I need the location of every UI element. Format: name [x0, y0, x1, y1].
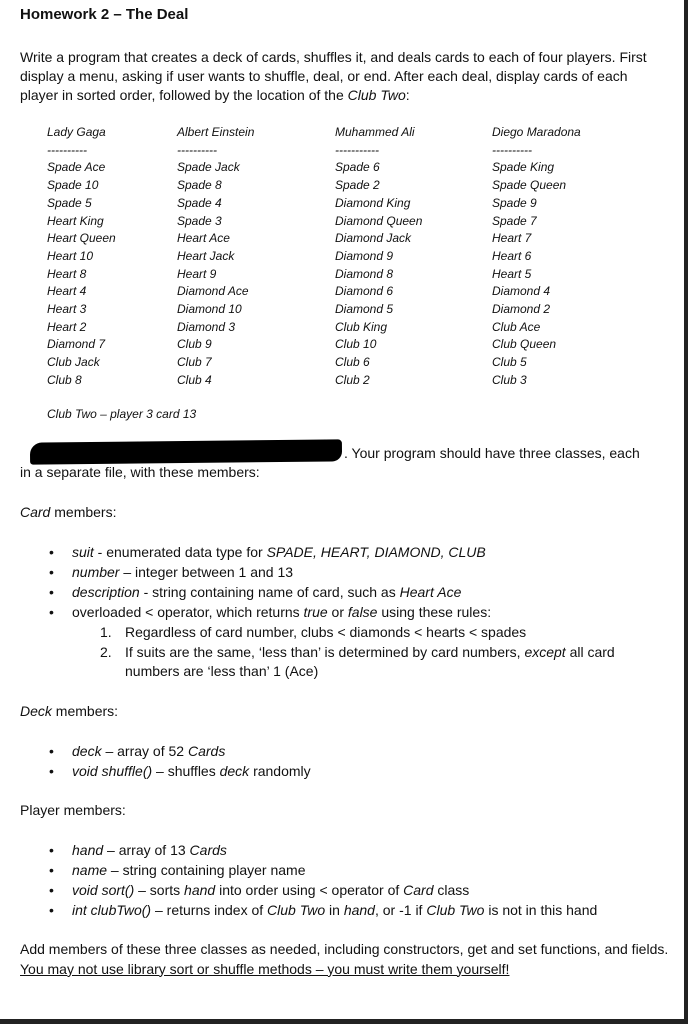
card: Heart 8 [47, 266, 87, 281]
member-desc: - enumerated data type for [93, 544, 267, 560]
member-desc-italic: deck [219, 763, 250, 779]
card: Club Ace [492, 319, 541, 334]
rule-text: If suits are the same, ‘less than’ is determined by card numbers, [125, 643, 525, 660]
player-column-1 [47, 124, 116, 390]
rule-item [100, 623, 660, 643]
member-desc-italic: Club Two [426, 902, 485, 918]
player-divider: ---------- [47, 142, 87, 157]
deck-heading-class: Deck [20, 703, 52, 719]
card: Heart 7 [492, 231, 532, 246]
member-desc-italic: SPADE, HEART, DIAMOND, CLUB [266, 544, 486, 560]
closing-underlined-rule: You may not use library sort or shuffle methods – you must write them yourself! [20, 960, 510, 977]
member-term: description [72, 584, 140, 600]
player-name: Diego Maradona [492, 125, 581, 139]
classes-paragraph-line1: . Your program should have three classes, each [344, 445, 640, 461]
closing-text: Add members of these three classes as needed, including constructors, get and set functions, and fields. [20, 941, 669, 957]
list-item [20, 542, 491, 562]
intro-colon: : [405, 87, 410, 103]
intro-text: Write a program that creates a deck of cards, shuffles it, and deals cards to each of four players. First display a menu, asking if user wants to shuffle, deal, or end. After each deal, display cards of each player in sorted order, followed by the location of the [20, 49, 647, 103]
player-divider: ---------- [177, 142, 217, 157]
player-members-list [20, 840, 597, 920]
member-desc-italic: Card [403, 882, 434, 898]
list-item [20, 741, 311, 761]
card-members-list [20, 542, 491, 622]
member-desc-italic: hand [343, 902, 375, 918]
member-desc: , or -1 if [374, 902, 427, 918]
member-desc-italic: Cards [187, 743, 226, 759]
rule-number: 2. [100, 643, 112, 660]
card: Club 8 [47, 372, 82, 387]
player-column-3 [335, 124, 422, 390]
member-desc: into order using < operator of [215, 882, 404, 898]
card: Club 7 [177, 355, 212, 370]
card: Spade Jack [177, 160, 240, 175]
member-term: suit [72, 544, 94, 560]
list-item [20, 582, 491, 602]
member-desc: using these rules: [377, 604, 492, 620]
card: Heart 3 [47, 302, 87, 317]
card: Heart 9 [177, 266, 217, 281]
member-desc-italic: hand [184, 882, 216, 898]
member-term: void shuffle() [72, 763, 153, 779]
member-desc: is not in this hand [484, 902, 598, 918]
page-title: Homework 2 – The Deal [20, 6, 189, 23]
member-term: number [72, 564, 120, 580]
card: Club Jack [47, 355, 100, 370]
player-column-2 [177, 124, 254, 390]
member-desc: – sorts [134, 882, 185, 898]
card: Heart Queen [47, 231, 116, 246]
card: Spade 4 [177, 195, 222, 210]
card: Diamond 4 [492, 284, 551, 299]
member-desc: class [433, 882, 470, 898]
card: Heart Ace [177, 231, 230, 246]
list-item [20, 900, 597, 920]
card: Club 2 [335, 372, 370, 387]
member-desc: – returns index of [151, 902, 268, 918]
card: Spade King [492, 160, 555, 175]
card: Diamond King [335, 195, 411, 210]
card: Diamond 10 [177, 302, 242, 317]
member-desc: – integer between 1 and 13 [119, 564, 294, 580]
member-term: int clubTwo() [72, 902, 152, 918]
card: Spade Queen [492, 178, 567, 193]
deck-members-heading [20, 703, 118, 719]
card: Spade 10 [47, 178, 99, 193]
member-term: deck [72, 743, 102, 759]
card: Spade 7 [492, 213, 537, 228]
card: Club Queen [492, 337, 557, 352]
list-item [20, 880, 597, 900]
card-heading-rest: members: [50, 504, 117, 520]
card: Spade 2 [335, 178, 380, 193]
card: Club 4 [177, 372, 212, 387]
card: Diamond 5 [335, 302, 394, 317]
card: Club King [335, 319, 388, 334]
card: Heart 6 [492, 248, 532, 263]
member-desc: in [325, 902, 344, 918]
player-name: Albert Einstein [177, 125, 255, 139]
card: Spade 8 [177, 178, 222, 193]
card: Heart King [47, 213, 104, 228]
card: Diamond Jack [335, 231, 412, 246]
member-desc-italic: Cards [189, 842, 227, 858]
card: Spade 6 [335, 160, 380, 175]
card: Heart 2 [47, 319, 87, 334]
list-item [20, 860, 597, 880]
member-desc: – array of 13 [103, 842, 190, 858]
card: Spade 9 [492, 195, 537, 210]
card: Club 3 [492, 372, 527, 387]
rule-text-italic: except [524, 643, 566, 660]
list-item [20, 840, 597, 860]
card: Heart 10 [47, 248, 94, 263]
card: Spade 3 [177, 213, 222, 228]
member-desc: – array of 52 [101, 743, 188, 759]
player-name: Muhammed Ali [335, 125, 415, 139]
card: Club 9 [177, 337, 212, 352]
card: Diamond Queen [335, 213, 423, 228]
card: Diamond 3 [177, 319, 236, 334]
member-term: void sort() [72, 882, 135, 898]
player-members-heading: Player members: [20, 802, 126, 818]
comparison-rules-list [100, 623, 660, 682]
member-desc-italic: true [303, 604, 328, 620]
member-desc-italic: Heart Ace [399, 584, 462, 600]
intro-paragraph [20, 48, 660, 105]
member-desc: or [327, 604, 348, 620]
rule-number: 1. [100, 624, 112, 640]
member-desc-italic: false [347, 604, 378, 620]
member-desc: randomly [249, 763, 311, 779]
card: Heart Jack [177, 248, 235, 263]
member-desc: – string containing player name [107, 862, 306, 878]
card: Diamond 8 [335, 266, 394, 281]
card-members-heading [20, 504, 116, 520]
member-desc: – shuffles [152, 763, 220, 779]
redaction-mark [30, 439, 342, 464]
list-item [20, 602, 491, 622]
card: Diamond 7 [47, 337, 106, 352]
card: Diamond 6 [335, 284, 394, 299]
member-desc-italic: Club Two [267, 902, 326, 918]
card: Heart 4 [47, 284, 87, 299]
card: Heart 5 [492, 266, 532, 281]
player-divider: ---------- [492, 142, 532, 157]
deck-heading-rest: members: [51, 703, 119, 719]
card: Club 10 [335, 337, 377, 352]
card: Spade Ace [47, 160, 106, 175]
intro-club-two: Club Two [347, 87, 406, 103]
player-name: Lady Gaga [47, 125, 106, 139]
closing-paragraph [20, 940, 670, 979]
card: Spade 5 [47, 195, 92, 210]
card: Diamond 2 [492, 302, 551, 317]
card: Club 6 [335, 355, 370, 370]
member-term: hand [72, 842, 104, 858]
list-item [20, 562, 491, 582]
card: Diamond Ace [177, 284, 249, 299]
club-two-summary: Club Two – player 3 card 13 [47, 407, 197, 421]
member-term: name [72, 862, 108, 878]
rule-text: all card numbers are ‘less than’ 1 (Ace) [125, 643, 615, 679]
card-heading-class: Card [20, 504, 51, 520]
deck-members-list [20, 741, 311, 781]
player-column-4 [492, 124, 581, 390]
member-desc: - string containing name of card, such as [139, 584, 400, 600]
rule-item [100, 643, 660, 682]
member-desc: overloaded < operator, which returns [72, 604, 304, 620]
player-divider: ----------- [335, 142, 379, 157]
classes-paragraph-line2: in a separate file, with these members: [20, 464, 260, 480]
list-item [20, 761, 311, 781]
rule-text: Regardless of card number, clubs < diamonds < hearts < spades [125, 624, 527, 640]
card: Club 5 [492, 355, 527, 370]
card: Diamond 9 [335, 248, 394, 263]
